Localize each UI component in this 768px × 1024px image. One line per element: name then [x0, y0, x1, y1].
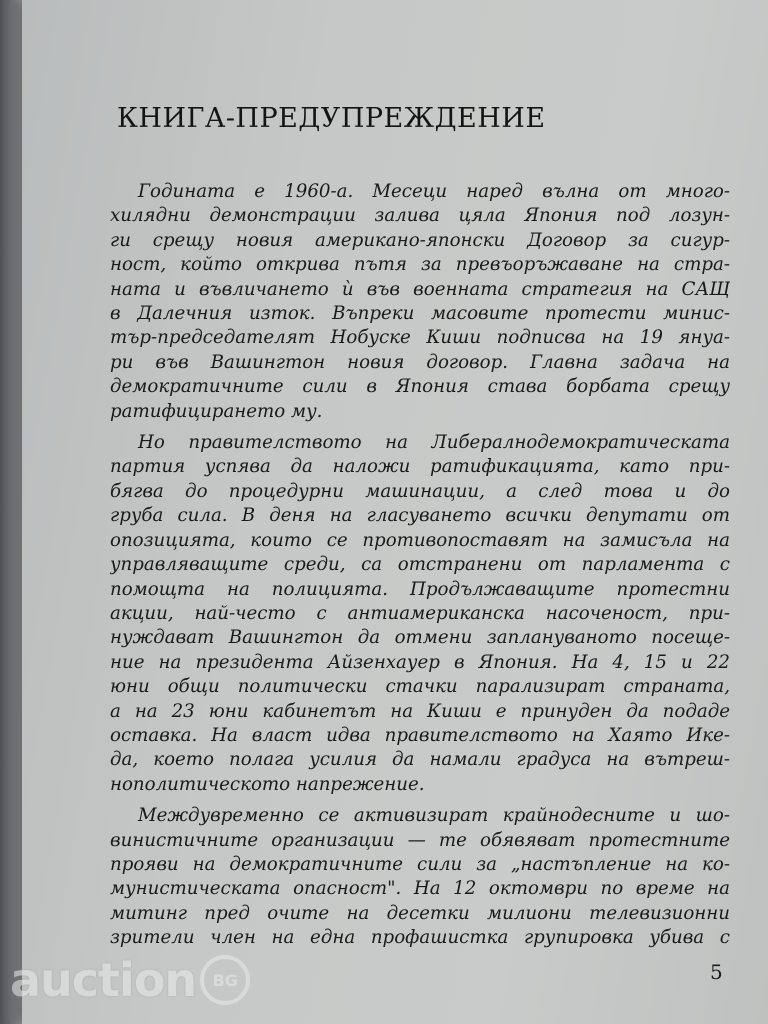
body-text	[110, 180, 730, 958]
text-line: да, което полага усилия да намали градуса на вътреш-	[110, 749, 730, 771]
text-line: ри във Вашингтон новия договор. Главна задача на	[110, 351, 730, 373]
text-line: юни общи политически стачки парализират страната,	[110, 676, 730, 698]
watermark-logo	[10, 950, 250, 1010]
text-line: зрители член на една профашистка групировка убива с	[110, 927, 730, 949]
text-line: оставка. На власт идва правителството на Хаято Ике-	[110, 724, 730, 746]
paragraph-2	[110, 431, 730, 797]
text-line: нуждават Вашингтон да отмени заплануваното посеще-	[110, 627, 730, 649]
text-line: помощта на полицията. Продължаващите протестни	[110, 578, 730, 600]
text-line: мунистическата опасност". На 12 октомври по време на	[110, 878, 730, 900]
text-line: Но правителството на Либералнодемократическата	[138, 432, 730, 454]
text-line: тър-председателят Нобуске Киши подписва на 19 януа-	[110, 327, 730, 349]
text-line: митинг пред очите на десетки милиони телевизионни	[110, 902, 730, 924]
text-line: в Далечния изток. Въпреки масовите протести минис-	[110, 303, 730, 325]
text-line: опозицията, които се противопоставят на замисъла на	[110, 529, 730, 551]
chapter-title: КНИГА-ПРЕДУПРЕЖДЕНИЕ	[117, 103, 546, 134]
text-line: а на 23 юни кабинетът на Киши е принуден да подаде	[110, 700, 730, 722]
text-line: хилядни демонстрации залива цяла Япония под лозун-	[110, 205, 730, 227]
text-line: Годината е 1960-а. Месеци наред вълна от много-	[138, 181, 730, 202]
text-line: ност, който открива пътя за превъоръжаване на стра-	[110, 254, 730, 276]
text-line: ратифицирането му.	[110, 400, 323, 422]
text-line: винистичните организации — те обявяват протестните	[110, 829, 730, 851]
page-edge	[0, 0, 22, 1024]
text-line: ната и въвличането ѝ във военната стратегия на САЩ	[110, 278, 730, 300]
text-line: ги срещу новия американо-японски Договор за сигур-	[110, 229, 730, 251]
watermark-badge: BG	[200, 955, 250, 1005]
paragraph-3	[110, 804, 730, 950]
text-line: акции, най-често с антиамериканска насоченост, при-	[110, 602, 730, 624]
page-number: 5	[710, 960, 723, 984]
text-line: Междувременно се активизират крайнодесните и шо-	[138, 805, 730, 827]
text-line: груба сила. В деня на гласуването всички депутати от	[110, 505, 730, 527]
text-line: нополитическото напрежение.	[110, 773, 425, 795]
text-line: управляващите среди, са отстранени от парламента с	[110, 554, 730, 576]
text-line: прояви на демократичните сили за „настъпление на ко-	[110, 853, 730, 875]
paragraph-1	[110, 180, 730, 424]
text-line: демократичните сили в Япония става борбата срещу	[110, 376, 730, 398]
text-line: бягва до процедурни машинации, а след това и до	[110, 480, 730, 502]
book-page	[22, 0, 768, 1024]
text-line: партия успява да наложи ратификацията, като при-	[110, 456, 730, 478]
watermark-text: auction	[10, 953, 197, 1007]
text-line: ние на президента Айзенхауер в Япония. На 4, 15 и 22	[110, 651, 730, 673]
